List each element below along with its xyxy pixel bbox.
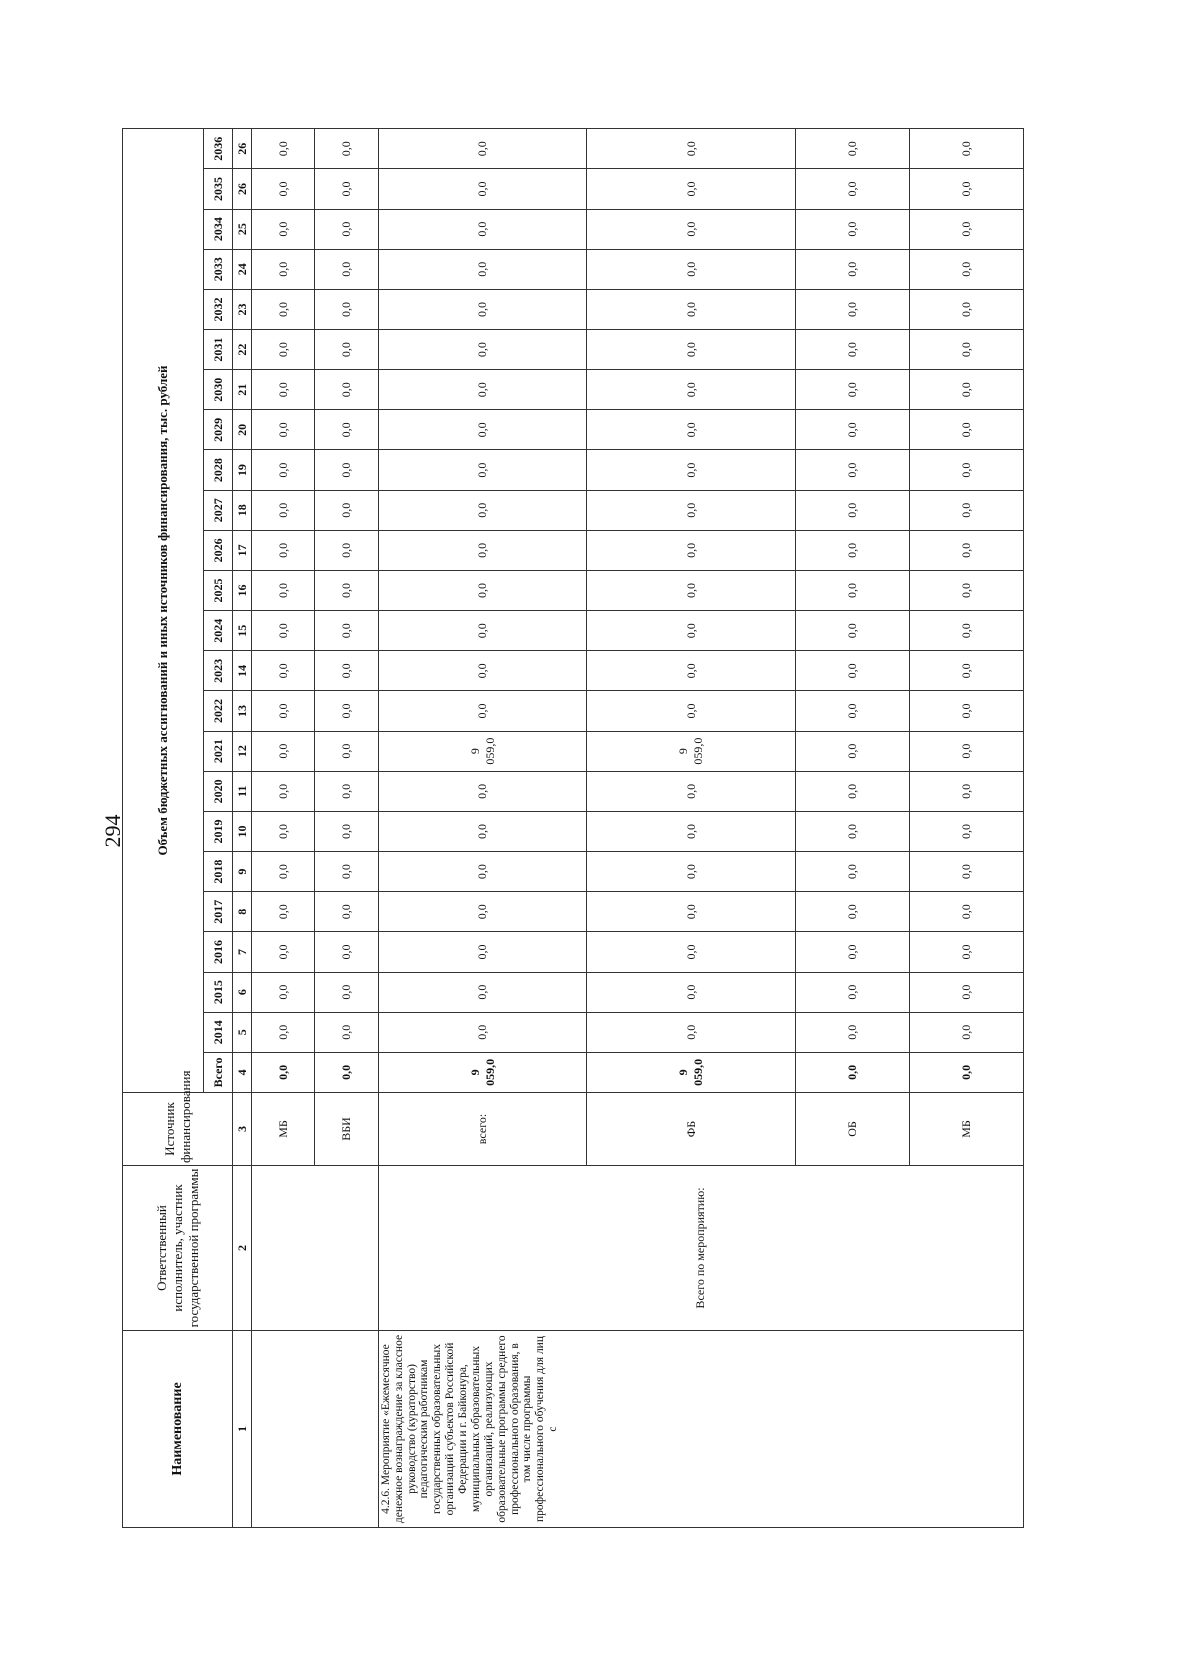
value-cell: 0,0 (796, 169, 910, 209)
value-cell: 0,0 (910, 169, 1024, 209)
column-number: 7 (233, 932, 252, 972)
value-cell: 0,0 (796, 249, 910, 289)
column-number: 10 (233, 811, 252, 851)
total-cell: 9 059,0 (587, 1052, 796, 1092)
column-number: 21 (233, 370, 252, 410)
value-cell: 0,0 (315, 209, 378, 249)
value-cell: 0,0 (315, 1012, 378, 1052)
col-header-year: 2028 (204, 450, 233, 490)
value-cell: 0,0 (252, 811, 315, 851)
value-cell: 0,0 (587, 932, 796, 972)
value-cell: 0,0 (910, 490, 1024, 530)
total-cell: 0,0 (252, 1052, 315, 1092)
value-cell: 0,0 (587, 972, 796, 1012)
value-cell: 0,0 (796, 771, 910, 811)
value-cell: 0,0 (315, 932, 378, 972)
value-cell: 0,0 (587, 691, 796, 731)
column-number: 14 (233, 651, 252, 691)
col-header-total: Всего (204, 1052, 233, 1092)
value-cell: 0,0 (587, 129, 796, 169)
total-cell: 0,0 (796, 1052, 910, 1092)
value-cell: 0,0 (587, 169, 796, 209)
col-header-year: 2032 (204, 289, 233, 329)
financing-table (122, 128, 1024, 1528)
value-cell: 0,0 (910, 1012, 1024, 1052)
value-cell: 0,0 (796, 530, 910, 570)
value-cell: 0,0 (378, 410, 587, 450)
value-cell: 0,0 (252, 852, 315, 892)
value-cell: 0,0 (315, 811, 378, 851)
name-cell-empty (252, 1331, 379, 1528)
value-cell: 0,0 (796, 410, 910, 450)
value-cell: 0,0 (796, 370, 910, 410)
column-number: 4 (233, 1052, 252, 1092)
value-cell: 0,0 (315, 771, 378, 811)
value-cell: 0,0 (587, 249, 796, 289)
value-cell: 0,0 (252, 972, 315, 1012)
value-cell: 0,0 (796, 611, 910, 651)
column-number: 6 (233, 972, 252, 1012)
value-cell: 0,0 (378, 289, 587, 329)
value-cell: 0,0 (587, 330, 796, 370)
measure-name: 4.2.6. Мероприятие «Ежемесячное денежное вознаграждение за классное руководство (кураторство) педагогическим работникам государственных образовательных организаций субъектов Российской Федерации и г. Байконура, муниципальных образовательных организаций, реализующих образовательные программы среднего профессионального образования, в том числе программы профессионального обучения для лиц с (378, 1331, 1023, 1528)
value-cell: 0,0 (315, 731, 378, 771)
column-number: 8 (233, 892, 252, 932)
col-header-year: 2023 (204, 651, 233, 691)
value-cell: 0,0 (910, 330, 1024, 370)
col-header-year: 2027 (204, 490, 233, 530)
value-cell: 0,0 (378, 852, 587, 892)
table-body (252, 129, 1024, 1528)
value-cell: 0,0 (315, 169, 378, 209)
col-header-year: 2029 (204, 410, 233, 450)
source-cell: МБ (910, 1093, 1024, 1166)
value-cell: 0,0 (252, 731, 315, 771)
value-cell: 0,0 (910, 892, 1024, 932)
value-cell: 0,0 (252, 691, 315, 731)
value-cell: 0,0 (910, 450, 1024, 490)
column-number: 12 (233, 731, 252, 771)
value-cell: 0,0 (910, 611, 1024, 651)
value-cell: 0,0 (910, 651, 1024, 691)
value-cell: 0,0 (252, 892, 315, 932)
source-cell: ФБ (587, 1093, 796, 1166)
value-cell: 0,0 (315, 289, 378, 329)
value-cell: 0,0 (587, 450, 796, 490)
value-cell: 0,0 (252, 530, 315, 570)
value-cell: 0,0 (378, 892, 587, 932)
value-cell: 0,0 (910, 410, 1024, 450)
col-header-year: 2016 (204, 932, 233, 972)
value-cell: 0,0 (796, 892, 910, 932)
value-cell: 0,0 (910, 289, 1024, 329)
column-number: 2 (233, 1166, 252, 1331)
total-cell: 0,0 (910, 1052, 1024, 1092)
value-cell: 0,0 (315, 410, 378, 450)
value-cell: 0,0 (315, 450, 378, 490)
column-number: 25 (233, 209, 252, 249)
value-cell: 0,0 (252, 771, 315, 811)
value-cell: 0,0 (378, 169, 587, 209)
value-cell: 0,0 (252, 651, 315, 691)
value-cell: 0,0 (315, 691, 378, 731)
value-cell: 0,0 (378, 651, 587, 691)
col-header-responsible: Ответственный исполнитель, участник государственной программы (123, 1166, 233, 1331)
value-cell: 0,0 (587, 651, 796, 691)
value-cell: 0,0 (796, 932, 910, 972)
column-number: 5 (233, 1012, 252, 1052)
value-cell: 0,0 (796, 209, 910, 249)
col-header-year: 2033 (204, 249, 233, 289)
col-header-year: 2014 (204, 1012, 233, 1052)
value-cell: 0,0 (910, 530, 1024, 570)
value-cell: 0,0 (796, 691, 910, 731)
value-cell: 0,0 (587, 570, 796, 610)
value-cell: 0,0 (315, 530, 378, 570)
value-cell: 0,0 (315, 570, 378, 610)
col-header-year: 2021 (204, 731, 233, 771)
col-header-year: 2036 (204, 129, 233, 169)
value-cell: 0,0 (587, 370, 796, 410)
value-cell: 0,0 (796, 1012, 910, 1052)
source-cell: ВБИ (315, 1093, 378, 1166)
value-cell: 0,0 (252, 932, 315, 972)
value-cell: 0,0 (587, 1012, 796, 1052)
column-number: 22 (233, 330, 252, 370)
value-cell: 0,0 (587, 410, 796, 450)
column-number: 11 (233, 771, 252, 811)
value-cell: 0,0 (910, 932, 1024, 972)
table-row (378, 129, 587, 1528)
value-cell: 0,0 (252, 169, 315, 209)
value-cell: 0,0 (587, 892, 796, 932)
value-cell: 0,0 (378, 129, 587, 169)
value-cell: 9 059,0 (378, 731, 587, 771)
total-cell: 9 059,0 (378, 1052, 587, 1092)
value-cell: 0,0 (796, 289, 910, 329)
value-cell: 0,0 (378, 691, 587, 731)
value-cell: 0,0 (378, 490, 587, 530)
value-cell: 0,0 (587, 209, 796, 249)
value-cell: 0,0 (378, 1012, 587, 1052)
column-number: 23 (233, 289, 252, 329)
value-cell: 0,0 (252, 289, 315, 329)
value-cell: 0,0 (796, 811, 910, 851)
value-cell: 0,0 (252, 209, 315, 249)
value-cell: 0,0 (587, 852, 796, 892)
value-cell: 0,0 (378, 771, 587, 811)
col-header-year: 2026 (204, 530, 233, 570)
value-cell: 0,0 (378, 932, 587, 972)
value-cell: 0,0 (315, 892, 378, 932)
value-cell: 0,0 (315, 249, 378, 289)
value-cell: 0,0 (315, 490, 378, 530)
source-cell: МБ (252, 1093, 315, 1166)
col-header-volume: Объем бюджетных ассигнований и иных источников финансирования, тыс. рублей (123, 129, 204, 1093)
col-header-year: 2025 (204, 570, 233, 610)
value-cell: 0,0 (252, 410, 315, 450)
value-cell: 0,0 (315, 330, 378, 370)
value-cell: 0,0 (378, 570, 587, 610)
value-cell: 0,0 (796, 852, 910, 892)
value-cell: 0,0 (378, 330, 587, 370)
value-cell: 0,0 (252, 1012, 315, 1052)
column-number: 19 (233, 450, 252, 490)
value-cell: 0,0 (315, 651, 378, 691)
value-cell: 0,0 (378, 972, 587, 1012)
value-cell: 0,0 (796, 972, 910, 1012)
col-header-year: 2030 (204, 370, 233, 410)
total-cell: 0,0 (315, 1052, 378, 1092)
value-cell: 0,0 (910, 771, 1024, 811)
value-cell: 0,0 (587, 811, 796, 851)
value-cell: 0,0 (796, 450, 910, 490)
col-header-year: 2017 (204, 892, 233, 932)
value-cell: 9 059,0 (587, 731, 796, 771)
value-cell: 0,0 (587, 771, 796, 811)
value-cell: 0,0 (910, 129, 1024, 169)
column-number: 1 (233, 1331, 252, 1528)
value-cell: 0,0 (910, 731, 1024, 771)
value-cell: 0,0 (796, 330, 910, 370)
value-cell: 0,0 (252, 370, 315, 410)
value-cell: 0,0 (252, 249, 315, 289)
column-number-row (233, 129, 252, 1528)
col-header-year: 2018 (204, 852, 233, 892)
financing-table-rotated (122, 128, 1024, 1528)
value-cell: 0,0 (796, 570, 910, 610)
value-cell: 0,0 (796, 731, 910, 771)
column-number: 3 (233, 1093, 252, 1166)
page-number: 294 (100, 814, 125, 848)
source-cell: ОБ (796, 1093, 910, 1166)
value-cell: 0,0 (315, 370, 378, 410)
value-cell: 0,0 (587, 611, 796, 651)
value-cell: 0,0 (252, 490, 315, 530)
value-cell: 0,0 (252, 129, 315, 169)
header-row-top (123, 129, 204, 1528)
col-header-year: 2022 (204, 691, 233, 731)
value-cell: 0,0 (910, 209, 1024, 249)
column-number: 26 (233, 129, 252, 169)
value-cell: 0,0 (587, 289, 796, 329)
value-cell: 0,0 (252, 450, 315, 490)
value-cell: 0,0 (910, 370, 1024, 410)
col-header-year: 2020 (204, 771, 233, 811)
column-number: 20 (233, 410, 252, 450)
column-number: 9 (233, 852, 252, 892)
value-cell: 0,0 (910, 811, 1024, 851)
value-cell: 0,0 (378, 811, 587, 851)
value-cell: 0,0 (378, 450, 587, 490)
col-header-year: 2031 (204, 330, 233, 370)
column-number: 16 (233, 570, 252, 610)
value-cell: 0,0 (796, 129, 910, 169)
value-cell: 0,0 (587, 490, 796, 530)
source-cell: всего: (378, 1093, 587, 1166)
value-cell: 0,0 (378, 530, 587, 570)
value-cell: 0,0 (910, 249, 1024, 289)
col-header-year: 2015 (204, 972, 233, 1012)
column-number: 15 (233, 611, 252, 651)
col-header-year: 2034 (204, 209, 233, 249)
value-cell: 0,0 (796, 490, 910, 530)
col-header-year: 2035 (204, 169, 233, 209)
value-cell: 0,0 (252, 570, 315, 610)
value-cell: 0,0 (796, 651, 910, 691)
value-cell: 0,0 (378, 611, 587, 651)
value-cell: 0,0 (910, 972, 1024, 1012)
responsible-cell-empty (252, 1166, 379, 1331)
table-row (252, 129, 315, 1528)
column-number: 18 (233, 490, 252, 530)
col-header-source: Источник финансирования (123, 1093, 233, 1166)
value-cell: 0,0 (378, 249, 587, 289)
column-number: 17 (233, 530, 252, 570)
value-cell: 0,0 (378, 209, 587, 249)
value-cell: 0,0 (910, 570, 1024, 610)
value-cell: 0,0 (315, 972, 378, 1012)
col-header-year: 2019 (204, 811, 233, 851)
col-header-name: Наименование (123, 1331, 233, 1528)
value-cell: 0,0 (252, 330, 315, 370)
value-cell: 0,0 (315, 611, 378, 651)
value-cell: 0,0 (315, 852, 378, 892)
value-cell: 0,0 (378, 370, 587, 410)
measure-responsible: Всего по мероприятию: (378, 1166, 1023, 1331)
column-number: 26 (233, 169, 252, 209)
value-cell: 0,0 (587, 530, 796, 570)
column-number: 24 (233, 249, 252, 289)
col-header-year: 2024 (204, 611, 233, 651)
value-cell: 0,0 (910, 852, 1024, 892)
value-cell: 0,0 (252, 611, 315, 651)
value-cell: 0,0 (910, 691, 1024, 731)
column-number: 13 (233, 691, 252, 731)
value-cell: 0,0 (315, 129, 378, 169)
